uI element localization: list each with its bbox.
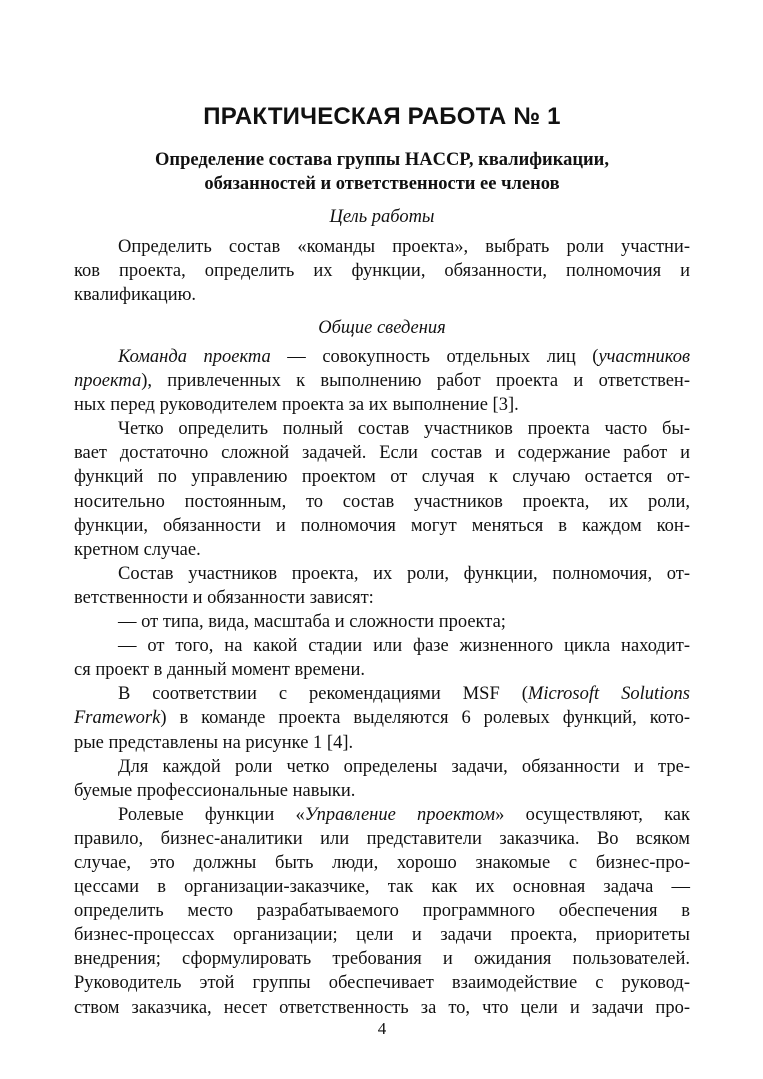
text-line: Четко определить полный состав участников проекта часто бы- xyxy=(118,419,690,440)
text-line: ков проекта, определить их функции, обязанности, полномочия и xyxy=(74,261,690,282)
text-line: функции, обязанности и полномочия могут меняться в каждом кон- xyxy=(74,515,690,536)
text-line: Определить состав «команды проекта», выбрать роли участни- xyxy=(118,237,690,257)
text-line: квалификацию. xyxy=(74,285,197,306)
list-item: — от того, на какой стадии или фазе жизненного цикла находит- xyxy=(118,636,690,657)
goal-heading: Цель работы xyxy=(329,207,435,227)
page-number: 4 xyxy=(377,1019,387,1038)
text-line: ветственности и обязанности зависят: xyxy=(74,587,374,608)
definition-line-2: проекта), привлеченных к выполнению работ проекта и ответствен- xyxy=(74,371,690,392)
definition-line-1: Команда проекта — совокупность отдельных лиц (участников xyxy=(118,347,690,367)
text-line: случае, это должны быть люди, хорошо знакомые с бизнес-про- xyxy=(74,852,690,873)
text-line: правило, бизнес-аналитики или представители заказчика. Во всяком xyxy=(74,828,690,849)
text-line: рые представлены на рисунке 1 [4]. xyxy=(74,732,354,753)
term-project-management: Управление проектом xyxy=(304,804,496,825)
subtitle-line-1: Определение состава группы HACCP, квалификации, xyxy=(155,150,609,170)
subtitle-line-2: обязанностей и ответственности ее членов xyxy=(204,174,560,194)
roles-line-1: Ролевые функции «Управление проектом» осуществляют, как xyxy=(118,804,690,825)
term-team: Команда проекта xyxy=(118,347,271,367)
text-line: носительно постоянным, то состав участников проекта, их роли, xyxy=(74,491,690,512)
text-line: ся проект в данный момент времени. xyxy=(74,660,366,681)
subtitle xyxy=(74,148,690,196)
text-line: цессами в организации-заказчике, так как их основная задача — xyxy=(74,877,690,898)
text-line: функций по управлению проектом от случая к случаю остается от- xyxy=(74,467,690,488)
text-line: вает достаточно сложной задачей. Если состав и содержание работ и xyxy=(74,443,690,464)
text-line: бизнес-процессах организации; цели и задачи проекта, приоритеты xyxy=(74,925,690,946)
text-line: Для каждой роли четко определены задачи, обязанности и тре- xyxy=(118,756,690,777)
text-line: определить место разрабатываемого программного обеспечения в xyxy=(74,901,690,922)
page-title: ПРАКТИЧЕСКАЯ РАБОТА № 1 xyxy=(203,103,561,130)
text-line: буемые профессиональные навыки. xyxy=(74,780,356,801)
text-line: Состав участников проекта, их роли, функции, полномочия, от- xyxy=(118,563,690,584)
text-line: Руководитель этой группы обеспечивает взаимодействие с руковод- xyxy=(74,973,690,994)
general-section xyxy=(74,345,690,1020)
text-line: внедрения; сформулировать требования и ожидания пользователей. xyxy=(74,949,690,970)
msf-line-2: Framework) в команде проекта выделяются 6 ролевых функций, кото- xyxy=(74,708,690,729)
msf-line-1: В соответствии с рекомендациями MSF (Microsoft Solutions xyxy=(118,684,691,705)
text-line: ством заказчика, несет ответственность за то, что цели и задачи про- xyxy=(74,997,690,1018)
text-line: ных перед руководителем проекта за их выполнение [3]. xyxy=(74,395,519,416)
goal-paragraph xyxy=(74,235,690,307)
general-heading: Общие сведения xyxy=(318,318,446,338)
text-line: кретном случае. xyxy=(74,539,201,560)
term-participants: участников xyxy=(598,347,690,367)
list-item: — от типа, вида, масштаба и сложности проекта; xyxy=(118,612,506,633)
